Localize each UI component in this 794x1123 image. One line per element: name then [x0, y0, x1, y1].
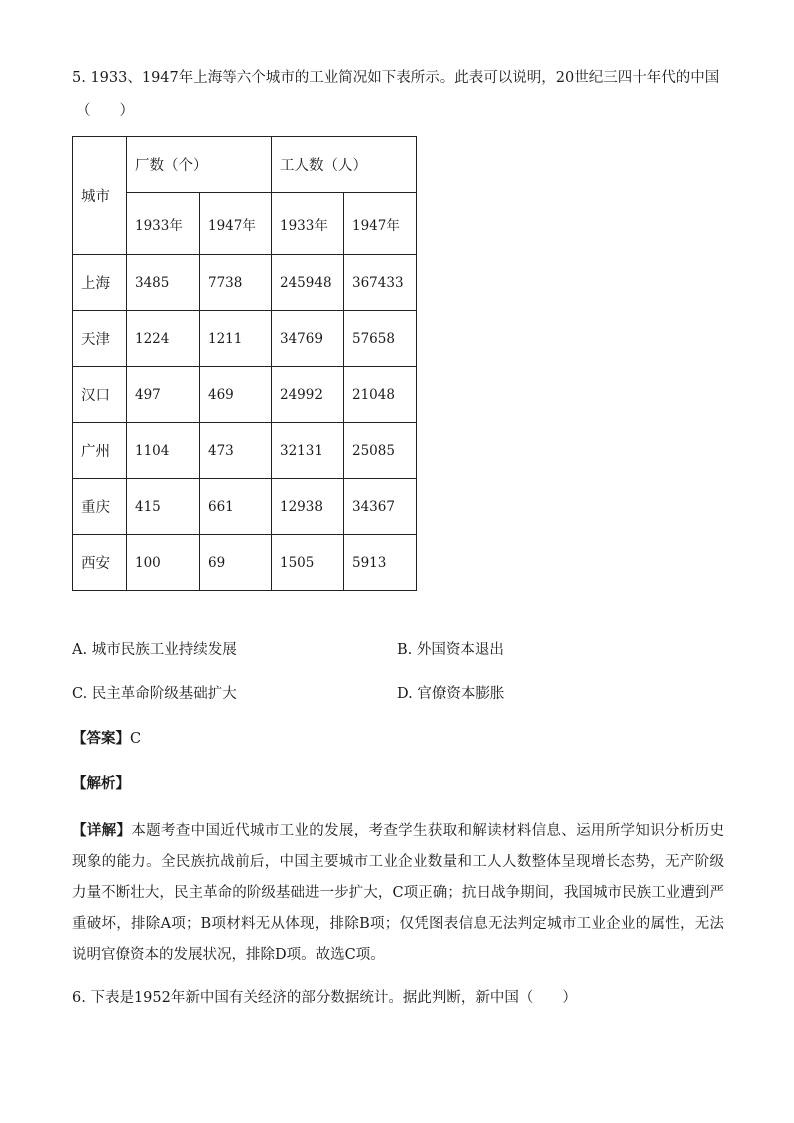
city-cell: 汉口	[73, 367, 127, 423]
option-d: D. 官僚资本膨胀	[397, 686, 505, 702]
value-cell: 367433	[344, 255, 417, 311]
value-cell: 1505	[272, 535, 344, 591]
city-header: 城市	[73, 137, 127, 255]
value-cell: 3485	[127, 255, 200, 311]
industry-table	[72, 136, 417, 591]
value-cell: 1224	[127, 311, 200, 367]
value-cell: 497	[127, 367, 200, 423]
value-cell: 57658	[344, 311, 417, 367]
value-cell: 34769	[272, 311, 344, 367]
table-row	[73, 367, 417, 423]
table-row	[73, 479, 417, 535]
workers-header: 工人数（人）	[272, 137, 417, 193]
answer-value: C	[130, 731, 142, 747]
value-cell: 661	[200, 479, 272, 535]
value-cell: 415	[127, 479, 200, 535]
value-cell: 25085	[344, 423, 417, 479]
answer-tag: 【答案】	[72, 730, 130, 747]
city-cell: 广州	[73, 423, 127, 479]
year-header: 1947年	[200, 193, 272, 255]
city-cell: 重庆	[73, 479, 127, 535]
value-cell: 32131	[272, 423, 344, 479]
value-cell: 24992	[272, 367, 344, 423]
option-b: B. 外国资本退出	[397, 642, 504, 658]
option-a: A. 城市民族工业持续发展	[72, 642, 237, 658]
city-cell: 天津	[73, 311, 127, 367]
value-cell: 469	[200, 367, 272, 423]
year-header: 1947年	[344, 193, 417, 255]
option-c: C. 民主革命阶级基础扩大	[72, 686, 237, 702]
question-5-stem: 5. 1933、1947年上海等六个城市的工业简况如下表所示。此表可以说明，20世纪三四十年代的中国	[72, 70, 720, 86]
value-cell: 473	[200, 423, 272, 479]
table-row	[73, 255, 417, 311]
value-cell: 21048	[344, 367, 417, 423]
value-cell: 69	[200, 535, 272, 591]
table-row	[73, 535, 417, 591]
year-header: 1933年	[272, 193, 344, 255]
answer-line	[72, 727, 141, 748]
value-cell: 245948	[272, 255, 344, 311]
factories-header: 厂数（个）	[127, 137, 272, 193]
question-6-stem: 6. 下表是1952年新中国有关经济的部分数据统计。据此判断，新中国（ ）	[72, 990, 577, 1006]
value-cell: 1211	[200, 311, 272, 367]
value-cell: 1104	[127, 423, 200, 479]
table-row	[73, 423, 417, 479]
detail-paragraph	[72, 815, 724, 971]
question-5-answer-paren: （ ）	[76, 103, 134, 119]
value-cell: 100	[127, 535, 200, 591]
year-header: 1933年	[127, 193, 200, 255]
value-cell: 5913	[344, 535, 417, 591]
value-cell: 12938	[272, 479, 344, 535]
value-cell: 7738	[200, 255, 272, 311]
table-row	[73, 311, 417, 367]
analysis-tag: 【解析】	[72, 775, 130, 792]
detail-tag: 【详解】	[72, 822, 132, 839]
detail-text: 本题考查中国近代城市工业的发展，考查学生获取和解读材料信息、运用所学知识分析历史现象的能力。全民族抗战前后，中国主要城市工业企业数量和工人人数整体呈现增长态势，无产阶级力量不断壮大，民主革命的阶级基础进一步扩大，C项正确；抗日战争期间，我国城市民族工业遭到严重破坏，排除A项；B项材料无从体现，排除B项；仅凭图表信息无法判定城市工业企业的属性，无法说明官僚资本的发展状况，排除D项。故选C项。	[72, 823, 725, 963]
city-cell: 上海	[73, 255, 127, 311]
table-header-row	[73, 137, 417, 193]
city-cell: 西安	[73, 535, 127, 591]
value-cell: 34367	[344, 479, 417, 535]
